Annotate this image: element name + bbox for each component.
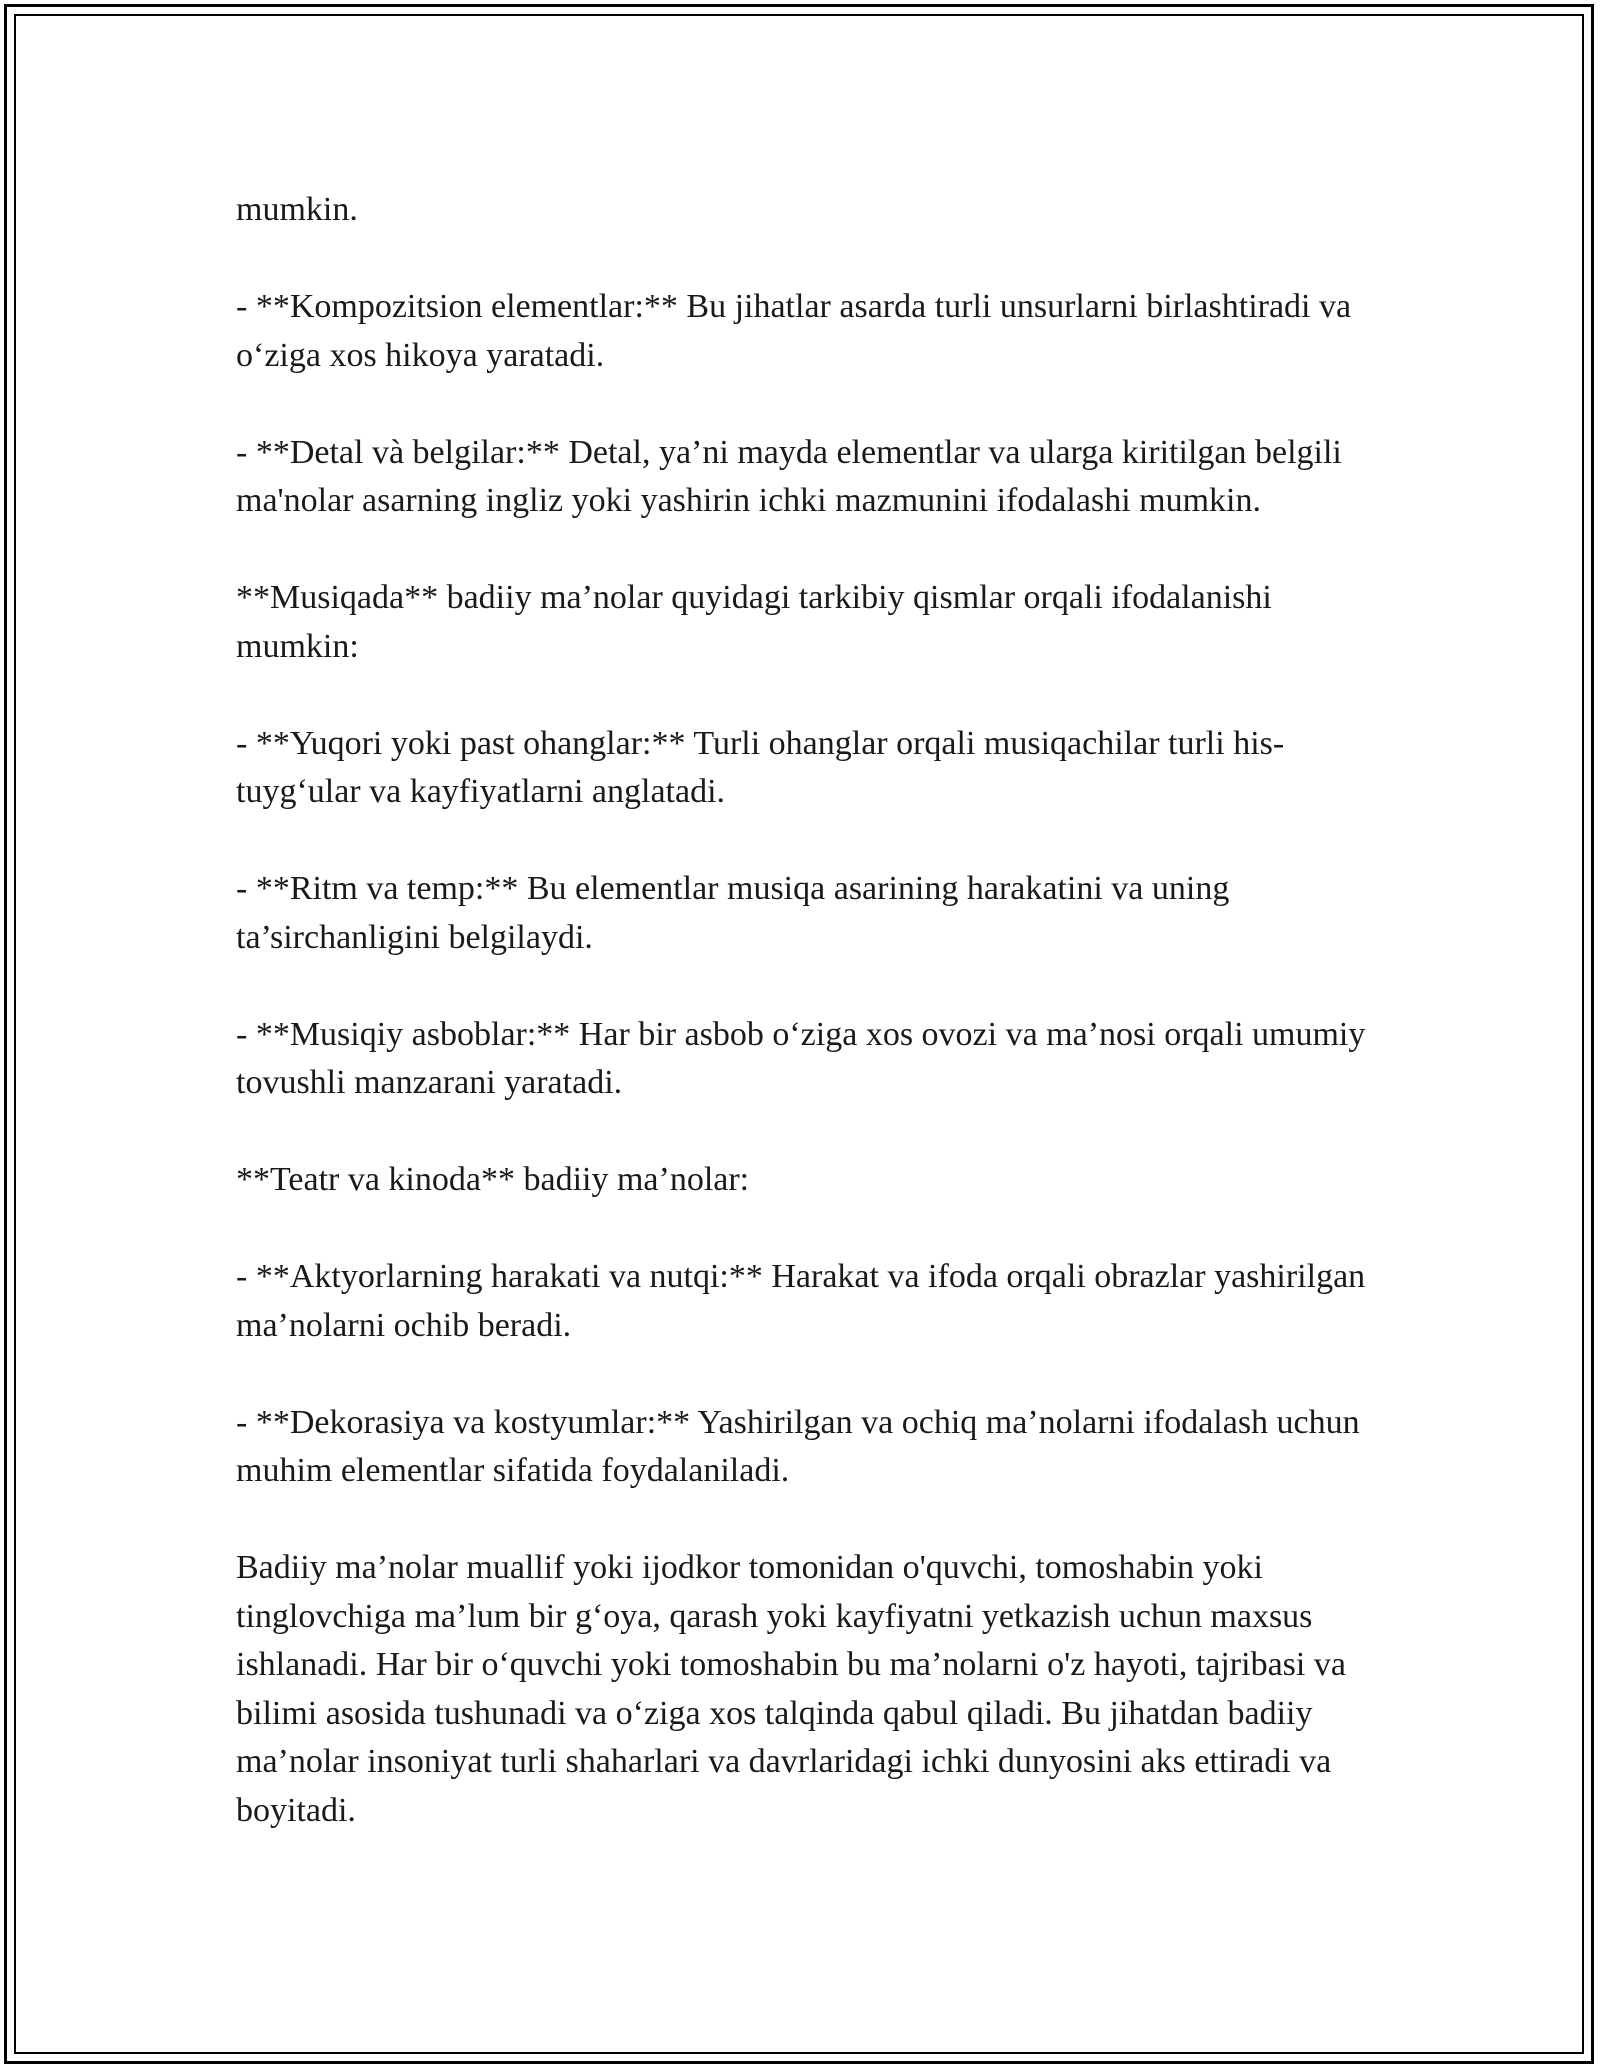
paragraph-teatr-va-kinoda: **Teatr va kinoda** badiiy ma’nolar: <box>236 1161 750 1198</box>
paragraph-conclusion: Badiiy ma’nolar muallif yoki ijodkor tomonidan o'quvchi, tomoshabin yoki tinglovchiga ma’lum bir g‘oya, qarash yoki kayfiyatni yetkazish uchun maxsus ishlanadi. Har bir o‘quvchi yoki tomoshabin bu ma’nolarni o'z hayoti, tajribasi va bilimi asosida tushunadi va o‘ziga xos talqinda qabul qiladi. Bu jihatdan badiiy ma’nolar insoniyat turli shaharlari va davrlaridagi ichki dunyosini aks ettiradi va boyitadi. <box>236 1549 1346 1829</box>
paragraph-musiqada: **Musiqada** badiiy ma’nolar quyidagi tarkibiy qismlar orqali ifodalanishi mumkin: <box>236 579 1272 665</box>
paragraph-yuqori-yoki-past-ohanglar: - **Yuqori yoki past ohanglar:** Turli ohanglar orqali musiqachilar turli his-tuyg‘ular va kayfiyatlarni anglatadi. <box>236 724 1285 810</box>
paragraph-dekorasiya-va-kostyumlar: - **Dekorasiya va kostyumlar:** Yashirilgan va ochiq ma’nolarni ifodalash uchun muhim elementlar sifatida foydalaniladi. <box>236 1403 1360 1489</box>
paragraph-aktyorlarning-harakati: - **Aktyorlarning harakati va nutqi:** Harakat va ifoda orqali obrazlar yashirilgan ma’nolarni ochib beradi. <box>236 1258 1366 1344</box>
paragraph-detal-va-belgilar: - **Detal và belgilar:** Detal, ya’ni mayda elementlar va ularga kiritilgan belgili ma'nolar asarning ingliz yoki yashirin ichki mazmunini ifodalashi mumkin. <box>236 433 1342 519</box>
paragraph-continuation: mumkin. <box>236 191 358 228</box>
paragraph-musiqiy-asboblar: - **Musiqiy asboblar:** Har bir asbob o‘ziga xos ovozi va ma’nosi orqali umumiy tovushli manzarani yaratadi. <box>236 1015 1366 1101</box>
paragraph-ritm-va-temp: - **Ritm va temp:** Bu elementlar musiqa asarining harakatini va uning ta’sirchanligini belgilaydi. <box>236 870 1230 956</box>
document-body <box>236 186 1366 1835</box>
paragraph-kompozitsion-elementlar: - **Kompozitsion elementlar:** Bu jihatlar asarda turli unsurlarni birlashtiradi va o‘ziga xos hikoya yaratadi. <box>236 288 1352 374</box>
